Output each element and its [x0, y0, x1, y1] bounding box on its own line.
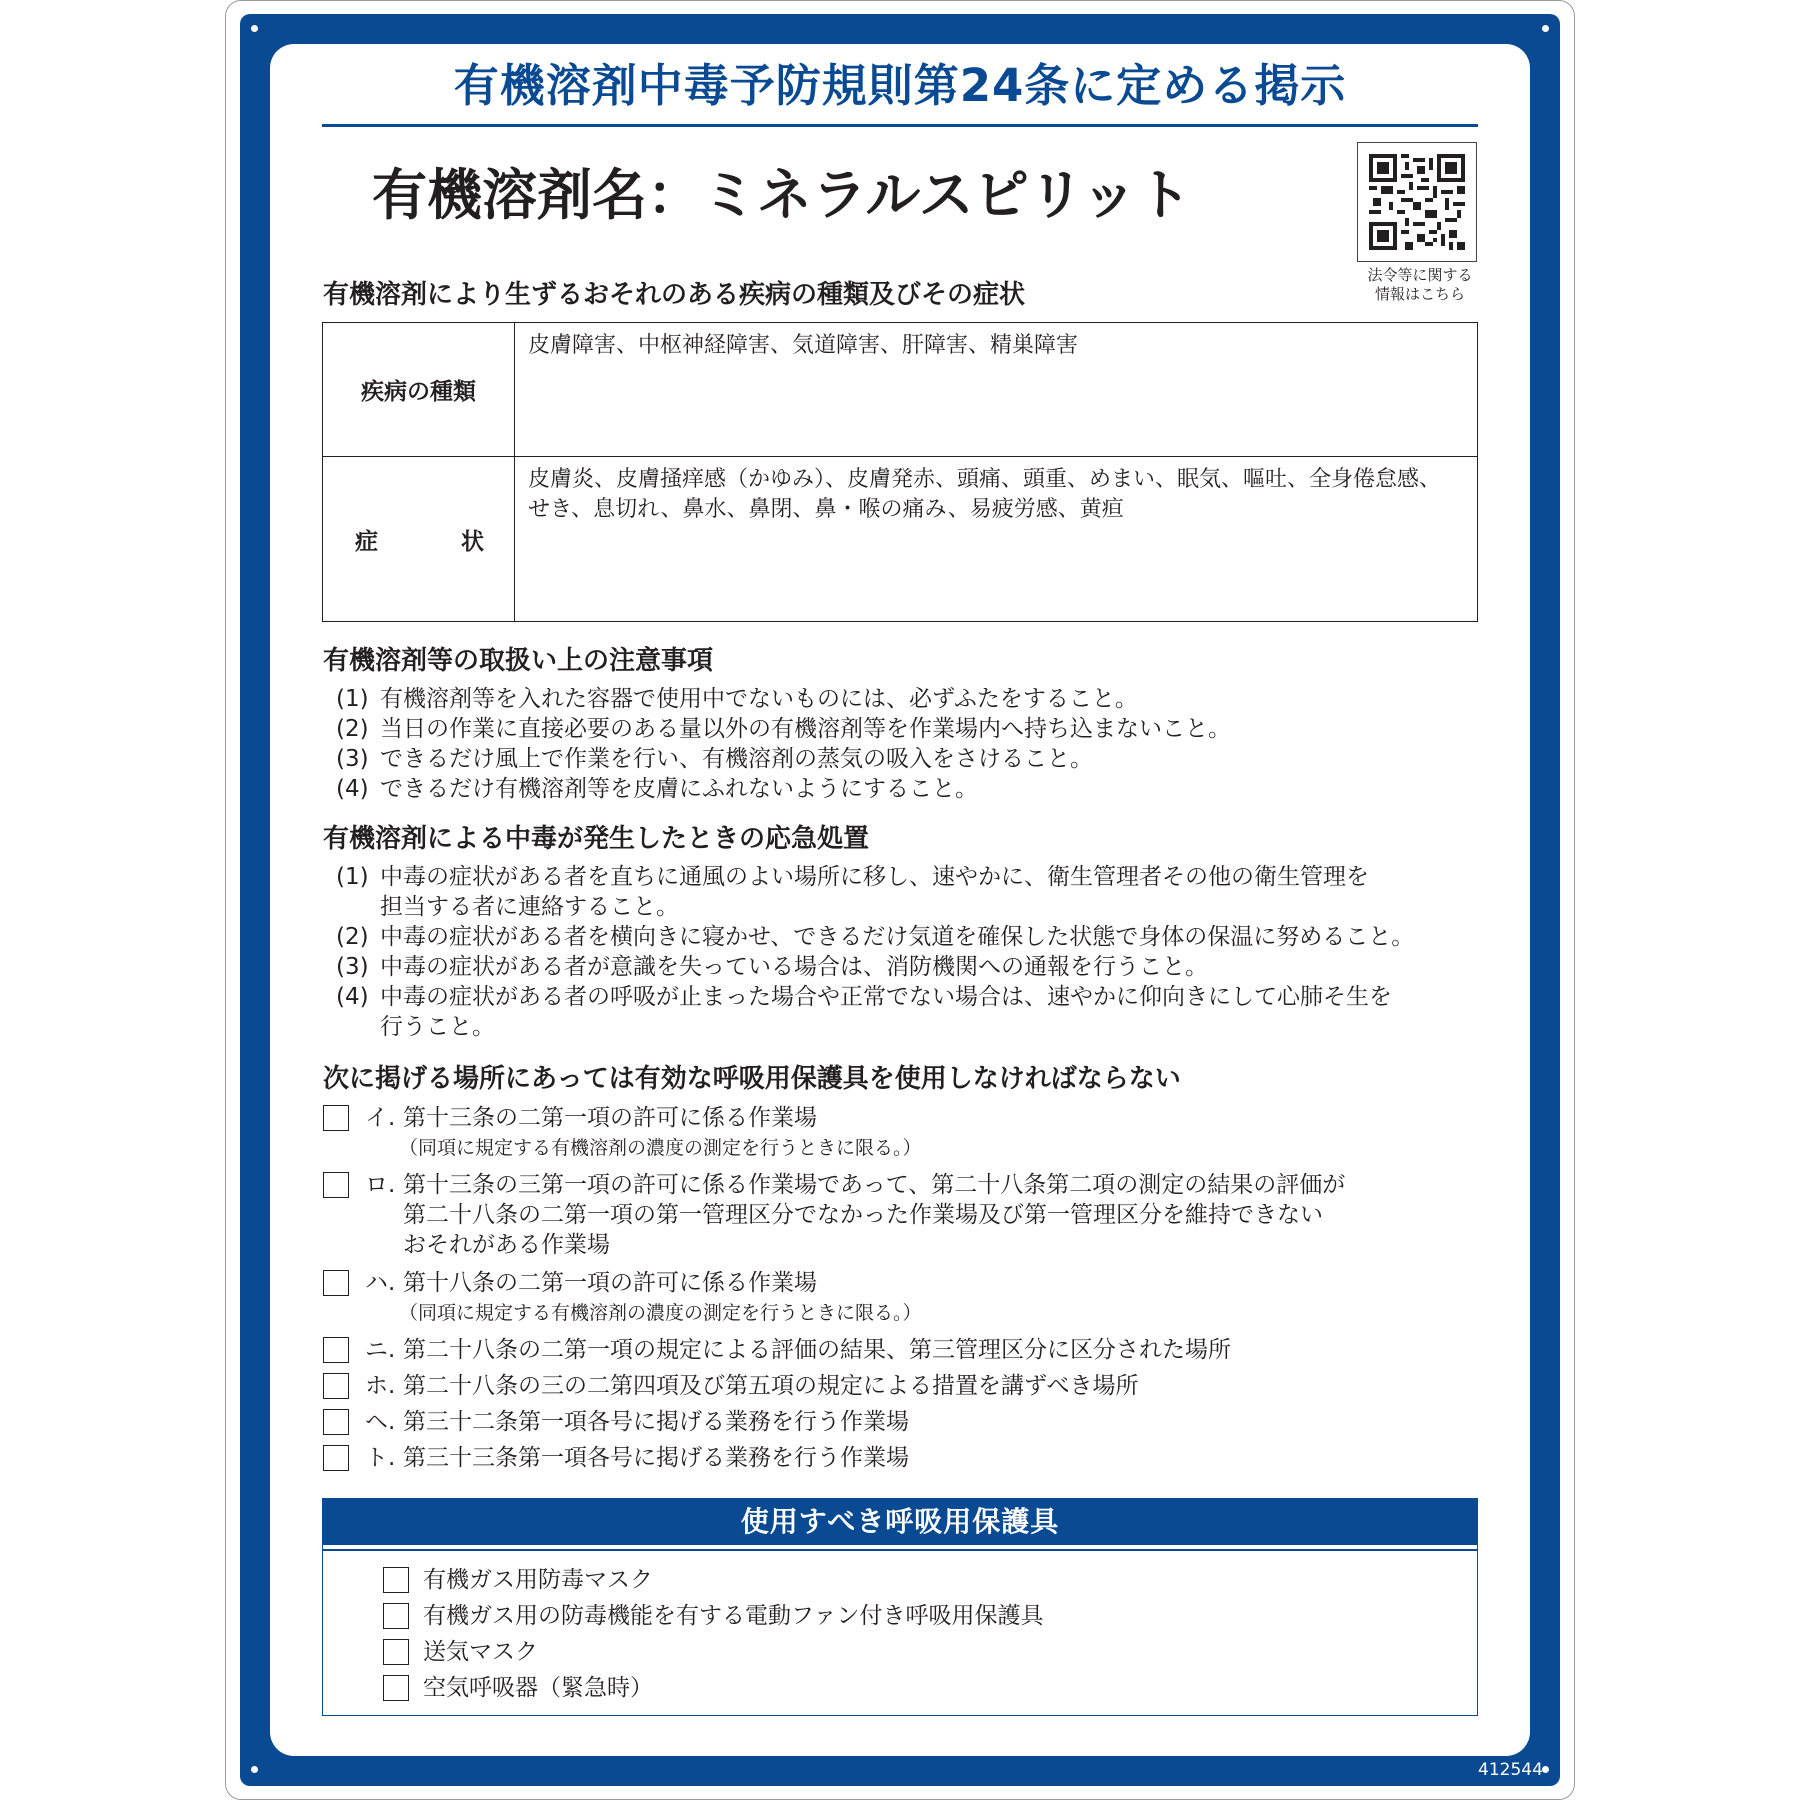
ppe-option-label: 送気マスク	[423, 1639, 538, 1665]
ppe-heading: 使用すべき呼吸用保護具	[323, 1499, 1477, 1545]
symptom-line: 皮膚炎、皮膚掻痒感（かゆみ）、皮膚発赤、頭痛、頭重、めまい、眠気、嘔吐、全身倦怠感、	[528, 467, 1442, 492]
checkbox-icon[interactable]	[323, 1337, 349, 1363]
list-item	[336, 952, 1414, 982]
checkbox-icon[interactable]	[323, 1445, 349, 1471]
place-marker: ト.	[365, 1445, 396, 1471]
place-note: （同項に規定する有機溶剤の濃度の測定を行うときに限る。）	[399, 1137, 922, 1159]
item-number: (4)	[336, 984, 369, 1010]
item-number: (1)	[336, 686, 369, 712]
place-marker: ロ.	[365, 1172, 396, 1198]
mounting-hole-icon	[1542, 1766, 1549, 1773]
place-marker: ヘ.	[365, 1409, 396, 1435]
list-item	[336, 774, 1231, 804]
first-aid-heading: 有機溶剤による中毒が発生したときの応急処置	[323, 824, 870, 854]
place-text: 第三十三条第一項各号に掲げる業務を行う作業場	[403, 1445, 909, 1471]
symptom-line: せき、息切れ、鼻水、鼻閉、鼻・喉の痛み、易疲労感、黄疸	[528, 497, 1124, 522]
handling-list	[336, 684, 1231, 804]
qr-caption-line2: 情報はこちら	[1374, 285, 1465, 303]
ppe-divider	[323, 1549, 1477, 1551]
item-text: 中毒の症状がある者を直ちに通風のよい場所に移し、速やかに、衛生管理者その他の衛生管理を 担当する者に連絡すること。	[380, 864, 1369, 920]
place-text: 第十三条の二第一項の許可に係る作業場	[403, 1105, 817, 1131]
qr-code-icon[interactable]	[1357, 142, 1477, 262]
title-divider	[322, 124, 1478, 127]
place-marker: ハ.	[365, 1270, 396, 1296]
place-marker: ニ.	[365, 1337, 396, 1363]
item-text: 当日の作業に直接必要のある量以外の有機溶剤等を作業場内へ持ち込まないこと。	[380, 716, 1231, 742]
disease-type-label: 疾病の種類	[323, 323, 515, 456]
symptom-label-char2: 状	[461, 528, 484, 555]
checkbox-icon[interactable]	[323, 1172, 349, 1198]
symptom-value	[528, 465, 1468, 525]
disease-type-value: 皮膚障害、中枢神経障害、気道障害、肝障害、精巣障害	[528, 333, 1079, 358]
disease-type-row	[323, 323, 1477, 457]
item-number: (2)	[336, 716, 369, 742]
checkbox-icon[interactable]	[323, 1373, 349, 1399]
checkbox-icon[interactable]	[323, 1409, 349, 1435]
symptom-label-char1: 症	[355, 528, 378, 555]
item-text: できるだけ有機溶剤等を皮膚にふれないようにすること。	[380, 776, 978, 802]
place-text: 第三十二条第一項各号に掲げる業務を行う作業場	[403, 1409, 909, 1435]
item-text: 中毒の症状がある者が意識を失っている場合は、消防機関への通報を行うこと。	[380, 954, 1208, 980]
item-number: (4)	[336, 776, 369, 802]
ppe-box	[322, 1498, 1478, 1716]
list-item	[336, 862, 1414, 922]
ppe-option-label: 有機ガス用防毒マスク	[423, 1567, 653, 1593]
list-item	[336, 684, 1231, 714]
place-note: （同項に規定する有機溶剤の濃度の測定を行うときに限る。）	[399, 1302, 922, 1324]
mounting-hole-icon	[251, 1766, 258, 1773]
places-heading: 次に掲げる場所にあっては有効な呼吸用保護具を使用しなければならない	[323, 1064, 1181, 1094]
symptom-row	[323, 457, 1477, 621]
place-marker: イ.	[365, 1105, 396, 1131]
checkbox-icon[interactable]	[383, 1639, 409, 1665]
place-text: 第二十八条の三の二第四項及び第五項の規定による措置を講ずべき場所	[403, 1373, 1139, 1399]
checkbox-icon[interactable]	[323, 1105, 349, 1131]
solvent-name: 有機溶剤名：ミネラルスピリット	[372, 163, 1192, 227]
sign-title: 有機溶剤中毒予防規則第24条に定める掲示	[453, 59, 1347, 112]
item-number: (2)	[336, 924, 369, 950]
mounting-hole-icon	[251, 25, 258, 32]
item-text: できるだけ風上で作業を行い、有機溶剤の蒸気の吸入をさけること。	[380, 746, 1093, 772]
first-aid-list	[336, 862, 1414, 1042]
list-item	[336, 744, 1231, 774]
mounting-hole-icon	[1542, 25, 1549, 32]
item-text: 有機溶剤等を入れた容器で使用中でないものには、必ずふたをすること。	[380, 686, 1138, 712]
item-number: (1)	[336, 864, 369, 890]
handling-heading: 有機溶剤等の取扱い上の注意事項	[323, 646, 714, 676]
symptom-label	[323, 457, 515, 621]
checkbox-icon[interactable]	[383, 1603, 409, 1629]
checkbox-icon[interactable]	[383, 1675, 409, 1701]
checkbox-icon[interactable]	[323, 1270, 349, 1296]
place-text: 第十八条の二第一項の許可に係る作業場	[403, 1270, 817, 1296]
place-text: 第二十八条の二第一項の規定による評価の結果、第三管理区分に区分された場所	[403, 1337, 1231, 1363]
ppe-option-label: 空気呼吸器（緊急時）	[423, 1675, 653, 1701]
product-code: 412544	[1478, 1760, 1543, 1780]
disease-heading: 有機溶剤により生ずるおそれのある疾病の種類及びその症状	[323, 280, 1026, 310]
place-text: 第十三条の三第一項の許可に係る作業場であって、第二十八条第二項の測定の結果の評価が 第二十八条の二第一項の第一管理区分でなかった作業場及び第一管理区分を維持できない おそれがある作業場	[403, 1172, 1346, 1258]
ppe-option-label: 有機ガス用の防毒機能を有する電動ファン付き呼吸用保護具	[423, 1603, 1044, 1629]
list-item	[336, 982, 1414, 1042]
qr-caption-line1: 法令等に関する	[1367, 266, 1473, 284]
item-number: (3)	[336, 746, 369, 772]
qr-caption	[1345, 266, 1495, 304]
list-item	[336, 714, 1231, 744]
list-item	[336, 922, 1414, 952]
item-number: (3)	[336, 954, 369, 980]
place-marker: ホ.	[365, 1373, 396, 1399]
item-text: 中毒の症状がある者を横向きに寝かせ、できるだけ気道を確保した状態で身体の保温に努めること。	[380, 924, 1415, 950]
item-text: 中毒の症状がある者の呼吸が止まった場合や正常でない場合は、速やかに仰向きにして心肺そ生を 行うこと。	[380, 984, 1392, 1040]
checkbox-icon[interactable]	[383, 1567, 409, 1593]
disease-table	[322, 322, 1478, 622]
